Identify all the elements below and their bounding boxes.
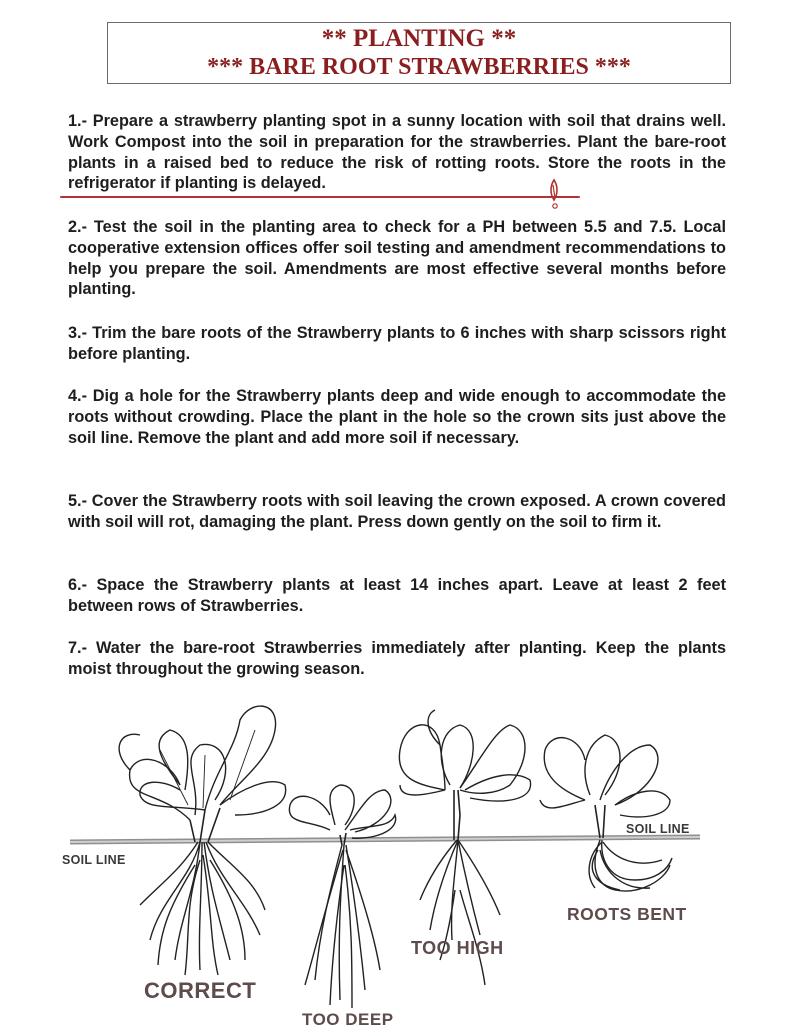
step-5-text: 5.- Cover the Strawberry roots with soil leaving the crown exposed. A crown covered with soil will rot, damaging the plant. Press down gently on the soil to firm it. [68,492,726,531]
label-correct: CORRECT [144,978,257,1003]
step-7 [68,638,726,680]
handwritten-underline [60,196,580,198]
label-roots-bent: ROOTS BENT [567,904,687,924]
soil-line-label-left: SOIL LINE [62,853,126,867]
page-subtitle: *** BARE ROOT STRAWBERRIES *** [207,54,631,80]
step-4 [68,386,726,448]
label-too-deep: TOO DEEP [302,1010,394,1029]
step-6-text: 6.- Space the Strawberry plants at least 14 inches apart. Leave at least 2 feet between rows of Strawberries. [68,576,726,615]
step-1 [68,111,726,194]
soil-line-label-right: SOIL LINE [626,822,690,836]
step-5 [68,491,726,533]
step-2-text: 2.- Test the soil in the planting area to check for a PH between 5.5 and 7.5. Local cooperative extension offices offer soil testing and amendment recommendations to help you prepare the soil. Amendments are most effective several months before planting. [68,218,726,299]
plant-too-deep-icon [289,785,395,1008]
page-title: ** PLANTING ** [321,25,517,52]
step-3 [68,323,726,365]
label-too-high: TOO HIGH [411,938,504,958]
step-3-text: 3.- Trim the bare roots of the Strawberry plants to 6 inches with sharp scissors right before planting. [68,324,726,363]
step-4-text: 4.- Dig a hole for the Strawberry plants deep and wide enough to accommodate the roots without crowding. Place the plant in the hole so the crown sits just above the soil line. Remove the plant and add more soil if necessary. [68,387,726,447]
plant-roots-bent-icon [540,735,672,891]
soil-line [70,837,700,842]
planting-depth-illustration [40,690,760,1029]
step-7-text: 7.- Water the bare-root Strawberries immediately after planting. Keep the plants moist throughout the growing season. [68,639,726,678]
handwritten-pen-mark-icon [546,176,568,210]
step-1-text: 1.- Prepare a strawberry planting spot in a sunny location with soil that drains well. Work Compost into the soil in preparation for the strawberries. Plant the bare-root plants in a raised bed to reduce the risk of rotting roots. Store the roots in the refrigerator if planting is delayed. [68,112,726,193]
step-2 [68,217,726,300]
step-6 [68,575,726,617]
title-box [107,22,731,84]
